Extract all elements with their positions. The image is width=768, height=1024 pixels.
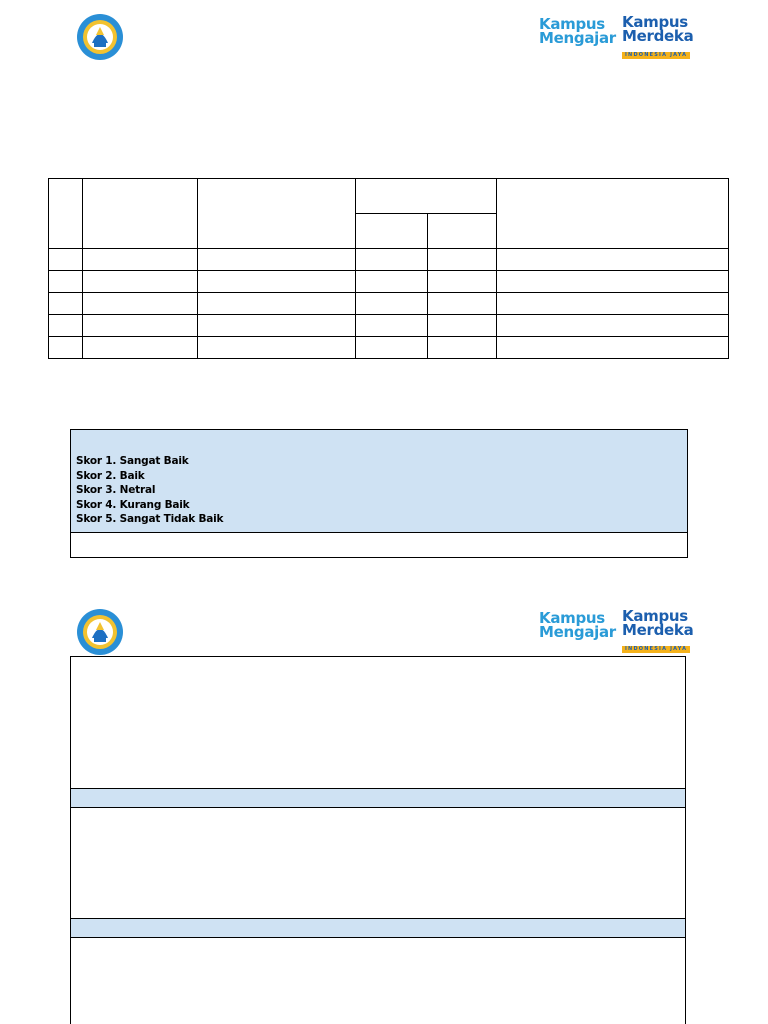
header-cell-2 bbox=[82, 179, 197, 249]
score-3-label: Skor 3. Netral bbox=[76, 484, 156, 496]
kampus-merdeka-logo bbox=[622, 609, 692, 655]
section-header-band-2 bbox=[70, 788, 686, 808]
evaluation-table bbox=[48, 178, 729, 359]
header-subcell-2 bbox=[427, 214, 496, 249]
logo-merdeka-line1: Kampus bbox=[622, 607, 688, 625]
table-row bbox=[49, 337, 729, 359]
logo-mengajar-line1: Kampus bbox=[539, 15, 605, 33]
header-subcell-1 bbox=[356, 214, 428, 249]
header-cell-no bbox=[49, 179, 83, 249]
header-cell-3 bbox=[197, 179, 356, 249]
score-4-label: Skor 4. Kurang Baik bbox=[76, 498, 190, 511]
score-2-label: Skor 2. Baik bbox=[76, 469, 145, 482]
tut-wuri-handayani-emblem-icon bbox=[76, 608, 124, 656]
section-box-3 bbox=[70, 937, 686, 1024]
score-legend bbox=[70, 429, 688, 558]
logo-merdeka-line2: Merdeka bbox=[622, 27, 694, 45]
section-header-band-3 bbox=[70, 918, 686, 938]
score-1-label: Skor 1. Sangat Baik bbox=[76, 455, 189, 467]
kampus-mengajar-logo bbox=[539, 15, 616, 47]
section-box-2 bbox=[70, 807, 686, 919]
score-5-label: Skor 5. Sangat Tidak Baik bbox=[76, 513, 224, 525]
logo-mengajar-line2: Mengajar bbox=[539, 623, 616, 641]
tut-wuri-handayani-emblem-icon bbox=[76, 13, 124, 61]
header-cell-group bbox=[356, 179, 497, 214]
header-cell-6 bbox=[496, 179, 728, 249]
table-row bbox=[49, 249, 729, 271]
score-legend-panel bbox=[71, 430, 687, 533]
kampus-mengajar-logo bbox=[539, 609, 616, 641]
logo-merdeka-tag: INDONESIA JAYA bbox=[622, 52, 690, 59]
logo-mengajar-line2: Mengajar bbox=[539, 29, 616, 47]
logo-mengajar-line1: Kampus bbox=[539, 609, 605, 627]
table-row bbox=[49, 293, 729, 315]
logo-merdeka-tag: INDONESIA JAYA bbox=[622, 646, 690, 653]
logo-merdeka-line2: Merdeka bbox=[622, 621, 694, 639]
logo-merdeka-line1: Kampus bbox=[622, 13, 688, 31]
kampus-merdeka-logo bbox=[622, 15, 692, 61]
table-row bbox=[49, 271, 729, 293]
section-box-1 bbox=[70, 656, 686, 789]
table-row bbox=[49, 315, 729, 337]
